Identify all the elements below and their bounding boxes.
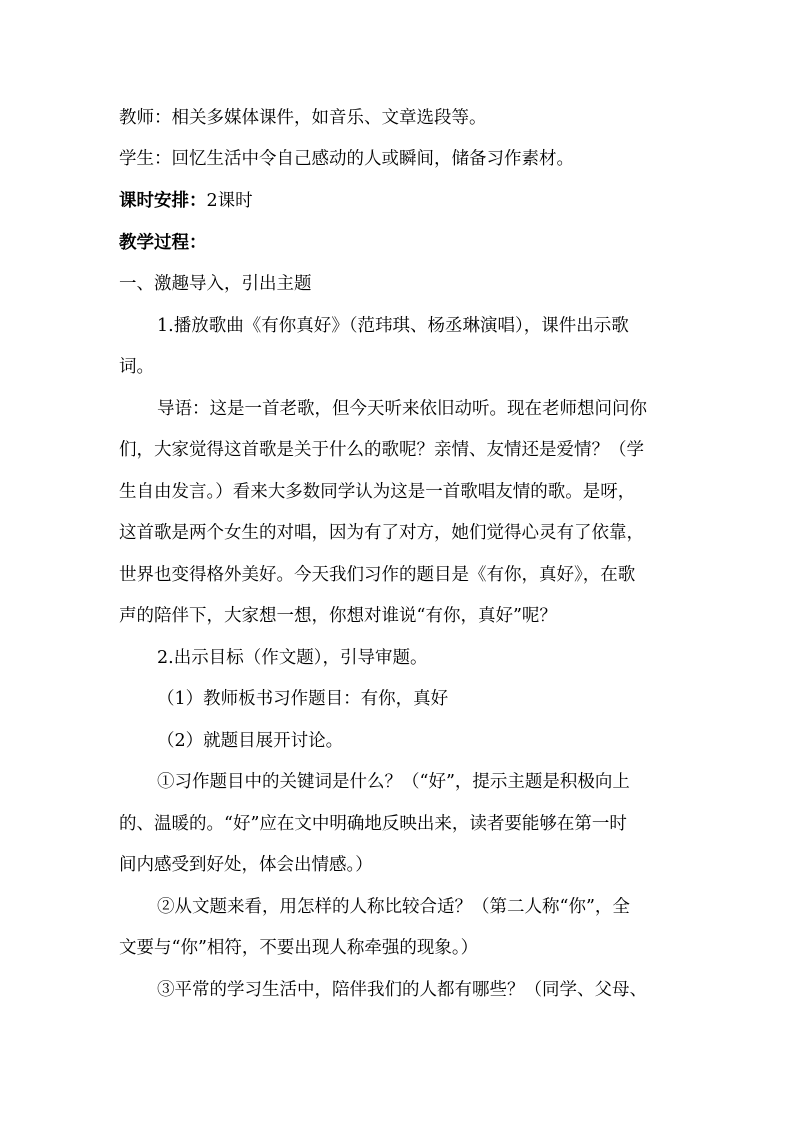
text-line: 生自由发言。）看来大多数同学认为这是一首歌唱友情的歌。是呀，: [119, 482, 636, 502]
text-line: [119, 190, 679, 212]
schedule-value: 2课时: [206, 191, 253, 211]
text-line: 的、温暖的。“好”应在文中明确地反映出来，读者要能够在第一时: [119, 814, 627, 834]
text-line: 2.出示目标（作文题），引导审题。: [157, 648, 428, 668]
text-line: 们，大家觉得这首歌是关于什么的歌呢？亲情、友情还是爱情？（学: [119, 440, 644, 460]
text-line: ③平常的学习生活中，陪伴我们的人都有哪些？（同学、父母、: [157, 980, 647, 1000]
text-line: （2）就题目展开讨论。: [157, 731, 344, 751]
text-line: 1.播放歌曲《有你真好》（范玮琪、杨丞琳演唱），课件出示歌: [157, 316, 629, 336]
text-line: 导语：这是一首老歌，但今天听来依旧动听。现在老师想问问你: [157, 399, 647, 419]
text-line: 声的陪伴下，大家想一想，你想对谁说“有你，真好”呢？: [119, 606, 557, 626]
text-line: 词。: [119, 357, 154, 377]
text-line: ①习作题目中的关键词是什么？（“好”，提示主题是积极向上: [157, 772, 630, 792]
text-line: ②从文题来看，用怎样的人称比较合适？（第二人称“你”，全: [157, 897, 630, 917]
section-heading: 教学过程：: [119, 233, 207, 253]
text-line: 间内感受到好处，体会出情感。）: [119, 855, 373, 875]
text-line: （1）教师板书习作题目：有你，真好: [157, 689, 449, 709]
text-line: 学生：回忆生活中令自己感动的人或瞬间，储备习作素材。: [119, 149, 574, 169]
text-line: 教师：相关多媒体课件，如音乐、文章选段等。: [119, 108, 487, 128]
schedule-label: 课时安排：: [119, 191, 207, 211]
text-line: 一、激趣导入，引出主题: [119, 274, 312, 294]
text-line: 文要与“你”相符，不要出现人称牵强的现象。）: [119, 938, 479, 958]
text-line: 这首歌是两个女生的对唱，因为有了对方，她们觉得心灵有了依靠，: [119, 523, 644, 543]
text-line: 世界也变得格外美好。今天我们习作的题目是《有你，真好》，在歌: [119, 565, 636, 585]
